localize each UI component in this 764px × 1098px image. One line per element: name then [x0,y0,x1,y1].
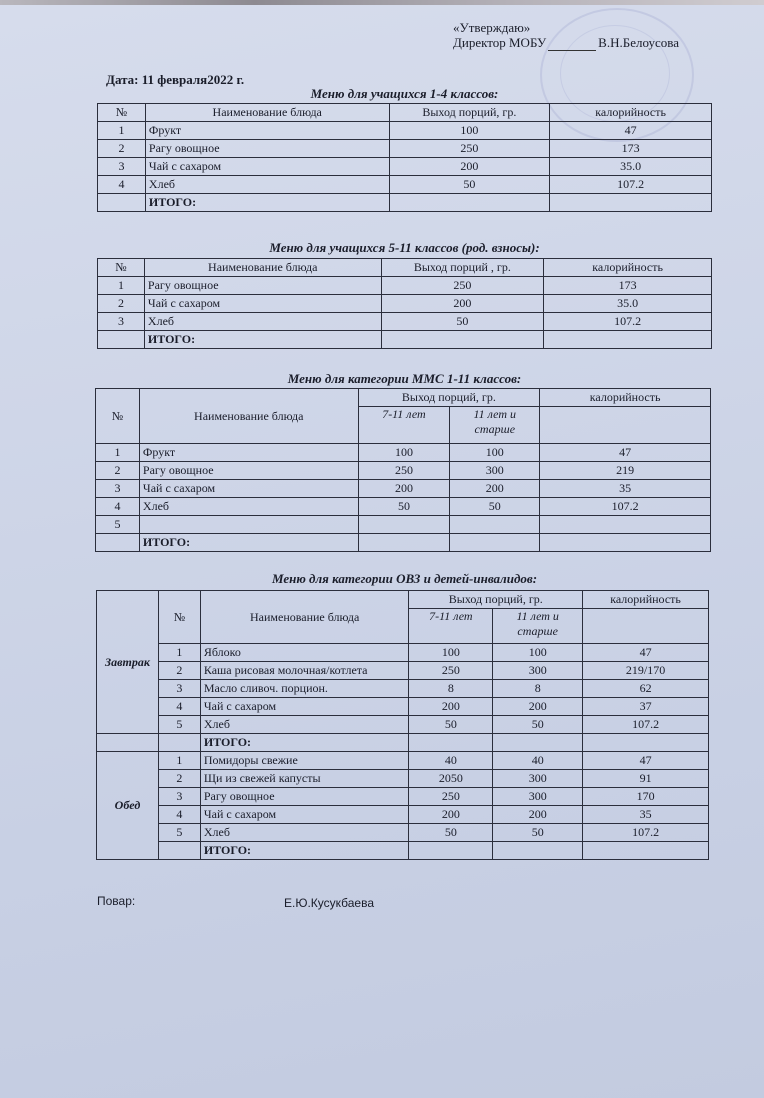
cell-name: Чай с сахаром [200,806,409,824]
total-label: ИТОГО: [139,534,358,552]
cell-name: Рагу овощное [139,462,358,480]
cell-name: Фрукт [145,122,389,140]
cell-output: 100 [389,122,550,140]
cell-output-2: 300 [493,788,583,806]
cell-output-1: 200 [358,480,450,498]
document-date: Дата: 11 февраля2022 г. [106,72,245,87]
cell-num: 3 [158,680,200,698]
table-row [96,498,711,516]
col-num: № [98,104,146,122]
table-row [96,516,711,534]
cell-name: Яблоко [200,644,409,662]
menu1-caption: Меню для учащихся 1-4 классов: [310,86,499,101]
cell-output-2: 8 [493,680,583,698]
cell-output-2: 300 [450,462,540,480]
cell-output-2: 100 [450,444,540,462]
table-row [97,788,709,806]
cell-empty [98,331,145,349]
cell-name: Чай с сахаром [200,698,409,716]
table-row [96,462,711,480]
cell-output-1: 250 [409,662,493,680]
cell-cal: 62 [583,680,709,698]
cell-output-2: 50 [493,716,583,734]
cell-output: 50 [389,176,550,194]
total-label: ИТОГО: [144,331,381,349]
total-row [98,194,712,212]
cell-name: Хлеб [144,313,381,331]
cell-empty [493,734,583,752]
cell-empty [550,194,712,212]
approve-label: «Утверждаю» [453,20,531,35]
cell-cal: 173 [544,277,712,295]
cell-output-1: 8 [409,680,493,698]
table-header-row [98,104,712,122]
cell-output: 250 [389,140,550,158]
table-row [97,752,709,770]
menu2-table [97,258,712,349]
table-row [98,313,712,331]
cell-cal: 107.2 [544,313,712,331]
cell-empty [158,842,200,860]
cell-cal: 47 [583,752,709,770]
cell-output: 50 [381,313,544,331]
lunch-label: Обед [97,752,159,860]
table-row [98,295,712,313]
cell-empty [450,534,540,552]
col-age-11-plus: 11 лет и старше [493,609,583,644]
total-label: ИТОГО: [145,194,389,212]
cell-output-1: 40 [409,752,493,770]
cell-cal: 219/170 [583,662,709,680]
col-num: № [98,259,145,277]
col-name: Наименование блюда [200,591,409,644]
menu4-caption: Меню для категории ОВЗ и детей-инвалидов: [271,571,538,586]
col-name: Наименование блюда [139,389,358,444]
table-row [97,770,709,788]
cell-output-2: 50 [450,498,540,516]
cell-empty [409,842,493,860]
cell-output-1: 200 [409,698,493,716]
table-row [97,662,709,680]
cell-name: Рагу овощное [200,788,409,806]
cell-cal: 47 [583,644,709,662]
cook-name: Е.Ю.Кусукбаева [284,896,375,910]
cell-empty [98,194,146,212]
cell-cal: 47 [550,122,712,140]
cell-output-1: 50 [409,716,493,734]
cell-cal: 170 [583,788,709,806]
cell-empty [583,734,709,752]
cell-empty [540,407,711,444]
cell-output-1: 100 [409,644,493,662]
cell-output-2: 100 [493,644,583,662]
cell-num: 4 [96,498,140,516]
table-row [97,698,709,716]
signature-line [548,35,596,51]
cell-name: Рагу овощное [144,277,381,295]
cell-empty [358,534,450,552]
cell-empty [381,331,544,349]
cell-num: 3 [96,480,140,498]
cell-name: Каша рисовая молочная/котлета [200,662,409,680]
cell-name: Фрукт [139,444,358,462]
cook-label: Повар: [97,894,136,908]
col-calories: калорийность [544,259,712,277]
director-label: Директор МОБУ [453,35,547,50]
col-output: Выход порций , гр. [381,259,544,277]
cell-num: 1 [158,752,200,770]
cell-name [139,516,358,534]
menu2-caption: Меню для учащихся 5-11 классов (род. взносы): [269,240,540,255]
cell-output-2: 200 [450,480,540,498]
cell-empty [544,331,712,349]
cell-name: Чай с сахаром [139,480,358,498]
cell-num: 4 [98,176,146,194]
cell-num: 2 [98,295,145,313]
menu4-table [96,590,709,860]
table-row [96,480,711,498]
cell-output-2 [450,516,540,534]
cell-num: 1 [98,122,146,140]
cell-output-2: 300 [493,770,583,788]
table-row [98,122,712,140]
menu3-table [95,388,711,552]
cell-cal: 107.2 [583,824,709,842]
cell-output-2: 50 [493,824,583,842]
cell-name: Хлеб [200,824,409,842]
total-label: ИТОГО: [200,734,409,752]
col-calories: калорийность [583,591,709,609]
cell-output-2: 40 [493,752,583,770]
cell-name: Масло сливоч. порцион. [200,680,409,698]
cell-name: Чай с сахаром [144,295,381,313]
cell-cal [540,516,711,534]
table-row [97,716,709,734]
table-row [98,176,712,194]
cell-num: 1 [96,444,140,462]
cell-output: 200 [389,158,550,176]
col-calories: калорийность [550,104,712,122]
photo-edge [0,0,764,5]
col-name: Наименование блюда [144,259,381,277]
total-row [96,534,711,552]
cell-name: Щи из свежей капусты [200,770,409,788]
cell-empty [583,609,709,644]
cell-cal: 47 [540,444,711,462]
cell-cal: 35.0 [544,295,712,313]
cell-empty [493,842,583,860]
cell-num: 1 [98,277,145,295]
cell-empty [389,194,550,212]
table-header-row [97,591,709,609]
cell-empty [409,734,493,752]
cell-output-1: 100 [358,444,450,462]
cell-output-2: 300 [493,662,583,680]
table-row [96,444,711,462]
total-row [98,331,712,349]
table-row [98,158,712,176]
cell-cal: 37 [583,698,709,716]
director-name: В.Н.Белоусова [598,35,679,50]
cell-cal: 91 [583,770,709,788]
menu1-table [97,103,712,212]
cell-output-2: 200 [493,698,583,716]
cell-num: 2 [158,770,200,788]
cell-name: Чай с сахаром [145,158,389,176]
cell-num: 4 [158,806,200,824]
cell-cal: 107.2 [550,176,712,194]
table-row [97,806,709,824]
cell-name: Помидоры свежие [200,752,409,770]
table-row [98,140,712,158]
col-output: Выход порций, гр. [409,591,583,609]
cell-cal: 35 [540,480,711,498]
cell-output-1: 50 [409,824,493,842]
table-header-row [96,389,711,407]
cell-num: 2 [158,662,200,680]
approval-block [453,20,679,51]
cell-empty [96,534,140,552]
col-calories: калорийность [540,389,711,407]
table-row [98,277,712,295]
cell-cal: 35 [583,806,709,824]
col-age-7-11: 7-11 лет [358,407,450,444]
table-row [97,644,709,662]
table-row [97,824,709,842]
breakfast-label: Завтрак [97,591,159,734]
cell-cal: 107.2 [583,716,709,734]
cell-empty [583,842,709,860]
cell-output-1: 200 [409,806,493,824]
cell-num: 5 [158,824,200,842]
cell-name: Хлеб [139,498,358,516]
cell-output-1: 250 [358,462,450,480]
cell-output-1: 250 [409,788,493,806]
cell-num: 3 [98,158,146,176]
total-row [97,734,709,752]
cell-output-1 [358,516,450,534]
cell-cal: 107.2 [540,498,711,516]
cell-output-1: 2050 [409,770,493,788]
cell-name: Рагу овощное [145,140,389,158]
cell-cal: 173 [550,140,712,158]
cell-num: 5 [158,716,200,734]
total-row [97,842,709,860]
cell-cal: 219 [540,462,711,480]
cell-output: 250 [381,277,544,295]
cell-num: 1 [158,644,200,662]
col-num: № [158,591,200,644]
cell-num: 4 [158,698,200,716]
cell-cal: 35.0 [550,158,712,176]
col-age-11-plus: 11 лет и старше [450,407,540,444]
table-header-row [98,259,712,277]
cell-num: 2 [98,140,146,158]
total-label: ИТОГО: [200,842,409,860]
cell-output-1: 50 [358,498,450,516]
table-row [97,680,709,698]
cell-num: 3 [158,788,200,806]
col-output: Выход порций, гр. [358,389,540,407]
cell-num: 3 [98,313,145,331]
cell-num: 5 [96,516,140,534]
cell-empty [158,734,200,752]
col-output: Выход порций, гр. [389,104,550,122]
col-num: № [96,389,140,444]
col-age-7-11: 7-11 лет [409,609,493,644]
cell-output-2: 200 [493,806,583,824]
cell-num: 2 [96,462,140,480]
cell-name: Хлеб [145,176,389,194]
cell-output: 200 [381,295,544,313]
col-name: Наименование блюда [145,104,389,122]
menu3-caption: Меню для категории ММС 1-11 классов: [287,371,522,386]
cell-empty [540,534,711,552]
cell-name: Хлеб [200,716,409,734]
